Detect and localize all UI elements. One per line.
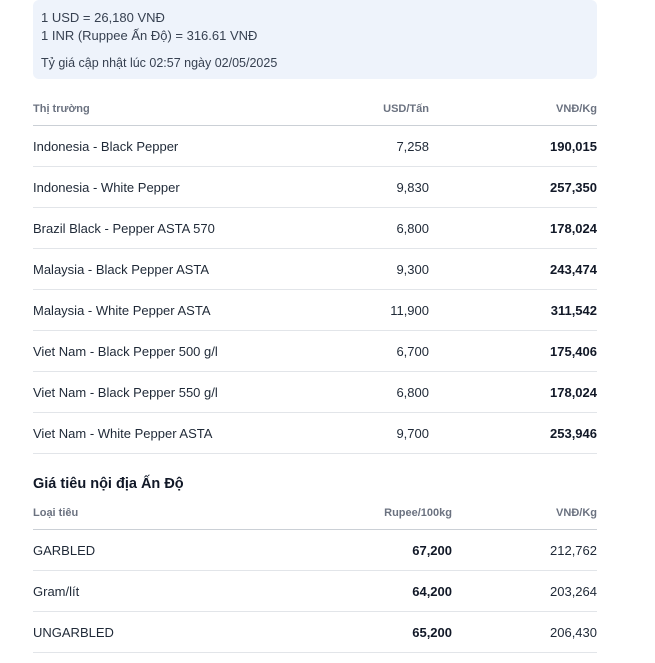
table-header-row: [33, 497, 597, 530]
col-header-market: Thị trường: [33, 93, 323, 126]
row-value-cell: 7,258: [323, 126, 429, 167]
market-price-table: [33, 93, 597, 454]
col-header-vnd-kg: VNĐ/Kg: [429, 93, 597, 126]
table-row: [33, 530, 597, 571]
row-value-cell: 6,800: [323, 208, 429, 249]
row-value-cell: 65,200: [323, 612, 452, 653]
col-header-usd-ton: USD/Tấn: [323, 93, 429, 126]
row-name-cell: Brazil Black - Pepper ASTA 570: [33, 208, 323, 249]
row-value-cell: 9,830: [323, 167, 429, 208]
usd-rate: 1 USD = 26,180 VNĐ: [41, 10, 165, 25]
table-row: [33, 249, 597, 290]
row-value-cell: 178,024: [429, 372, 597, 413]
row-value-cell: 67,200: [323, 530, 452, 571]
row-value-cell: 243,474: [429, 249, 597, 290]
row-value-cell: 9,300: [323, 249, 429, 290]
col-header-pepper-type: Loại tiêu: [33, 497, 323, 530]
row-value-cell: 190,015: [429, 126, 597, 167]
row-value-cell: 206,430: [452, 612, 597, 653]
row-value-cell: 9,700: [323, 413, 429, 454]
row-value-cell: 6,800: [323, 372, 429, 413]
row-value-cell: 311,542: [429, 290, 597, 331]
col-header-vnd-kg: VNĐ/Kg: [452, 497, 597, 530]
india-section-title: Giá tiêu nội địa Ấn Độ: [33, 476, 184, 492]
col-header-rupee-100kg: Rupee/100kg: [323, 497, 452, 530]
table-row: [33, 372, 597, 413]
row-name-cell: GARBLED: [33, 530, 323, 571]
table-header-row: [33, 93, 597, 126]
row-name-cell: Viet Nam - White Pepper ASTA: [33, 413, 323, 454]
row-name-cell: Indonesia - Black Pepper: [33, 126, 323, 167]
row-value-cell: 11,900: [323, 290, 429, 331]
row-value-cell: 178,024: [429, 208, 597, 249]
table-row: [33, 208, 597, 249]
row-name-cell: Viet Nam - Black Pepper 500 g/l: [33, 331, 323, 372]
table-row: [33, 331, 597, 372]
row-value-cell: 212,762: [452, 530, 597, 571]
exchange-rate-box: [33, 0, 597, 79]
row-value-cell: 175,406: [429, 331, 597, 372]
table-row: [33, 413, 597, 454]
row-name-cell: Malaysia - White Pepper ASTA: [33, 290, 323, 331]
row-name-cell: Gram/lít: [33, 571, 323, 612]
table-row: [33, 612, 597, 653]
table-row: [33, 167, 597, 208]
row-value-cell: 253,946: [429, 413, 597, 454]
row-name-cell: Viet Nam - Black Pepper 550 g/l: [33, 372, 323, 413]
row-value-cell: 203,264: [452, 571, 597, 612]
row-name-cell: UNGARBLED: [33, 612, 323, 653]
row-value-cell: 6,700: [323, 331, 429, 372]
inr-rate: 1 INR (Ruppee Ấn Độ) = 316.61 VNĐ: [41, 28, 258, 43]
row-value-cell: 64,200: [323, 571, 452, 612]
row-value-cell: 257,350: [429, 167, 597, 208]
table-row: [33, 126, 597, 167]
table-row: [33, 290, 597, 331]
row-name-cell: Indonesia - White Pepper: [33, 167, 323, 208]
table-row: [33, 571, 597, 612]
india-price-table: [33, 497, 597, 653]
row-name-cell: Malaysia - Black Pepper ASTA: [33, 249, 323, 290]
rate-updated-time: Tỷ giá cập nhật lúc 02:57 ngày 02/05/2025: [41, 56, 278, 70]
